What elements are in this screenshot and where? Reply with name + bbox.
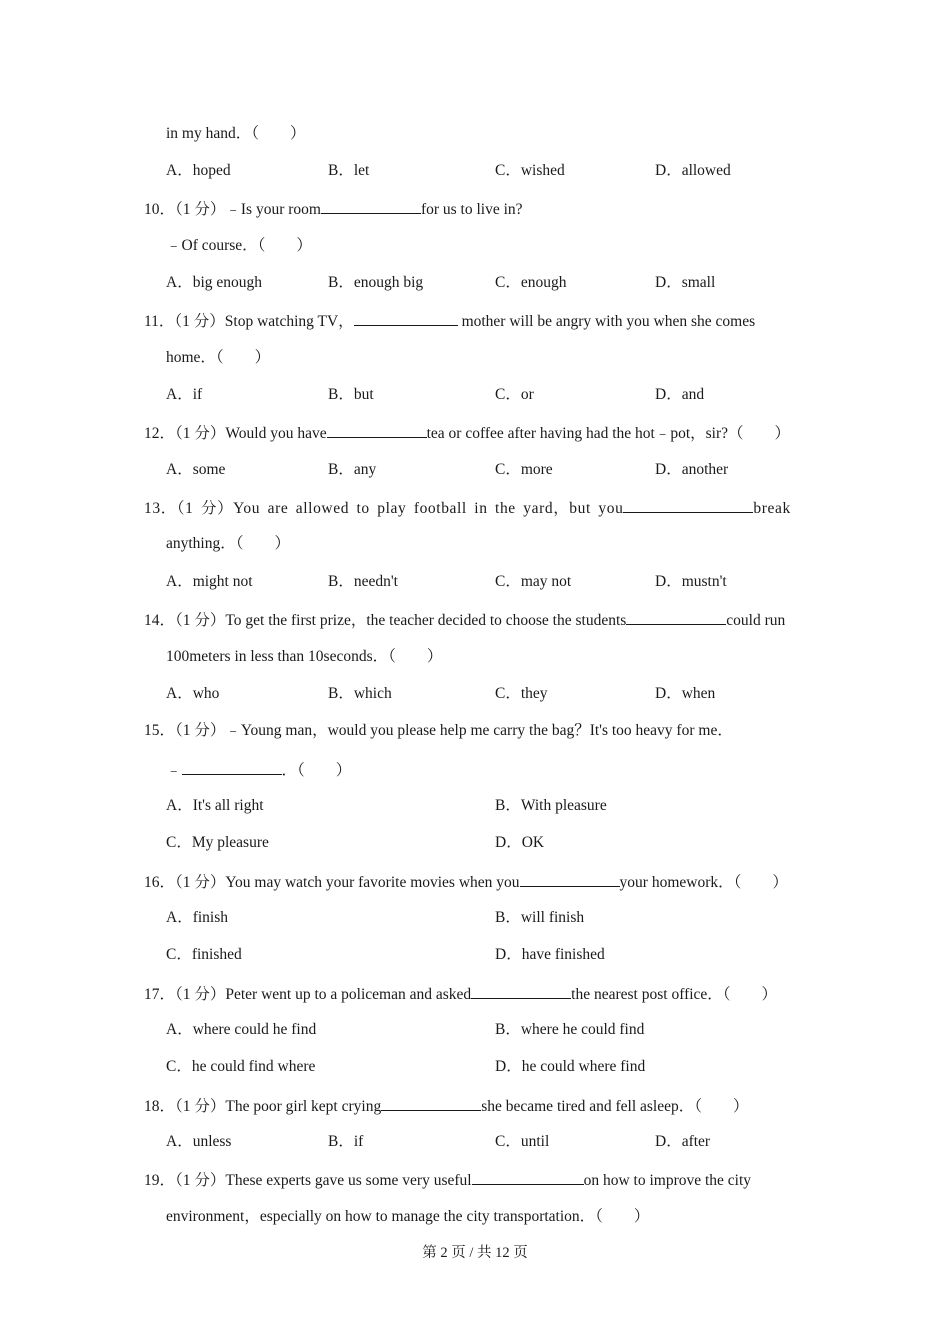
q16-stem-post: your homework．（ ）	[619, 874, 788, 891]
q10-option-c[interactable]: C．enough	[495, 274, 567, 291]
q18-stem-pre: 18．（1 分）The poor girl kept crying	[144, 1098, 382, 1115]
q13-blank	[623, 497, 753, 513]
q14-option-d[interactable]: D．when	[655, 685, 716, 702]
q15-option-b[interactable]: B．With pleasure	[495, 797, 607, 814]
q9-option-b[interactable]: B．let	[328, 162, 370, 179]
q11-option-c[interactable]: C．or	[495, 386, 534, 403]
q15-response	[166, 759, 351, 781]
q15-option-c[interactable]: C．My pleasure	[166, 834, 269, 851]
q10-stem-pre: 10．（1 分）﹣Is your room	[144, 201, 321, 218]
q17-stem-pre: 17．（1 分）Peter went up to a policeman and asked	[144, 986, 472, 1003]
q13-stem-pre: 13．（1 分）You are allowed to play football in the yard，but you	[144, 500, 624, 517]
q16-stem-pre: 16．（1 分）You may watch your favorite movies when you	[144, 874, 520, 891]
q15-option-d[interactable]: D．OK	[495, 834, 545, 851]
q14-option-a[interactable]: A．who	[166, 685, 220, 702]
q11-continuation: home．（ ）	[166, 349, 271, 366]
q14-option-c[interactable]: C．they	[495, 685, 548, 702]
q18-blank	[381, 1095, 481, 1111]
q14-stem-pre: 14．（1 分）To get the first prize，the teacher decided to choose the students	[144, 612, 627, 629]
q17-stem-post: the nearest post office．（ ）	[571, 986, 778, 1003]
page-number-footer: 第 2 页 / 共 12 页	[422, 1245, 528, 1261]
q10-option-d[interactable]: D．small	[655, 274, 716, 291]
q13-option-d[interactable]: D．mustn't	[655, 573, 727, 590]
q12-blank	[327, 422, 427, 438]
q17-stem	[144, 983, 777, 1005]
q12-stem-post: tea or coffee after having had the hot﹣pot，sir?（ ）	[426, 425, 791, 442]
q11-stem-post: mother will be angry with you when she comes	[457, 313, 756, 330]
q10-response: ﹣Of course．（ ）	[166, 237, 312, 254]
q13-stem	[144, 497, 791, 519]
q17-option-c[interactable]: C．he could find where	[166, 1058, 316, 1075]
q19-stem	[144, 1169, 751, 1191]
q17-blank	[471, 983, 571, 999]
q15-stem: 15．（1 分）﹣Young man，would you please help me carry the bag？It's too heavy for me．	[144, 722, 733, 739]
q16-option-c[interactable]: C．finished	[166, 946, 242, 963]
q14-continuation: 100meters in less than 10seconds．（ ）	[166, 648, 443, 665]
q10-stem	[144, 198, 523, 220]
q19-blank	[472, 1169, 584, 1185]
q11-option-b[interactable]: B．but	[328, 386, 374, 403]
q18-stem	[144, 1095, 748, 1117]
q17-option-b[interactable]: B．where he could find	[495, 1021, 645, 1038]
q9-option-a[interactable]: A．hoped	[166, 162, 231, 179]
q14-stem-post: could run	[726, 612, 786, 629]
q19-stem-pre: 19．（1 分）These experts gave us some very useful	[144, 1172, 472, 1189]
q14-stem	[144, 609, 785, 631]
q13-option-a[interactable]: A．might not	[166, 573, 253, 590]
q9-option-d[interactable]: D．allowed	[655, 162, 731, 179]
q15-blank	[182, 759, 282, 775]
q18-option-d[interactable]: D．after	[655, 1133, 711, 1150]
q10-option-a[interactable]: A．big enough	[166, 274, 263, 291]
q18-option-a[interactable]: A．unless	[166, 1133, 232, 1150]
q13-option-b[interactable]: B．needn't	[328, 573, 398, 590]
q13-option-c[interactable]: C．may not	[495, 573, 572, 590]
q18-stem-post: she became tired and fell asleep．（ ）	[481, 1098, 749, 1115]
q9-option-c[interactable]: C．wished	[495, 162, 565, 179]
q11-stem	[144, 310, 755, 332]
q19-continuation: environment，especially on how to manage the city transportation．（ ）	[166, 1208, 650, 1225]
q12-option-b[interactable]: B．any	[328, 461, 377, 478]
q12-option-d[interactable]: D．another	[655, 461, 729, 478]
q9-continuation: in my hand．（ ）	[166, 125, 306, 142]
q14-option-b[interactable]: B．which	[328, 685, 392, 702]
q15-response-post: ．（ ）	[281, 762, 352, 779]
q15-option-a[interactable]: A．It's all right	[166, 797, 264, 814]
q16-stem	[144, 871, 788, 893]
q11-option-d[interactable]: D．and	[655, 386, 705, 403]
q13-stem-post: break	[753, 500, 791, 517]
q19-stem-post: on how to improve the city	[583, 1172, 752, 1189]
q12-stem-pre: 12．（1 分）Would you have	[144, 425, 327, 442]
q12-option-c[interactable]: C．more	[495, 461, 553, 478]
q11-blank	[354, 310, 458, 326]
q16-option-b[interactable]: B．will finish	[495, 909, 585, 926]
q13-continuation: anything．（ ）	[166, 535, 290, 552]
q17-option-a[interactable]: A．where could he find	[166, 1021, 317, 1038]
q11-option-a[interactable]: A．if	[166, 386, 203, 403]
q10-stem-post: for us to live in?	[420, 201, 523, 218]
q11-stem-pre: 11．（1 分）Stop watching TV，	[144, 313, 354, 330]
q16-option-a[interactable]: A．finish	[166, 909, 229, 926]
q16-option-d[interactable]: D．have finished	[495, 946, 605, 963]
q17-option-d[interactable]: D．he could where find	[495, 1058, 646, 1075]
q14-blank	[626, 609, 726, 625]
q10-option-b[interactable]: B．enough big	[328, 274, 424, 291]
q12-stem	[144, 422, 790, 444]
q18-option-b[interactable]: B．if	[328, 1133, 364, 1150]
q18-option-c[interactable]: C．until	[495, 1133, 550, 1150]
q15-response-pre: ﹣	[166, 762, 182, 779]
q10-blank	[321, 198, 421, 214]
q12-option-a[interactable]: A．some	[166, 461, 226, 478]
q16-blank	[520, 871, 620, 887]
